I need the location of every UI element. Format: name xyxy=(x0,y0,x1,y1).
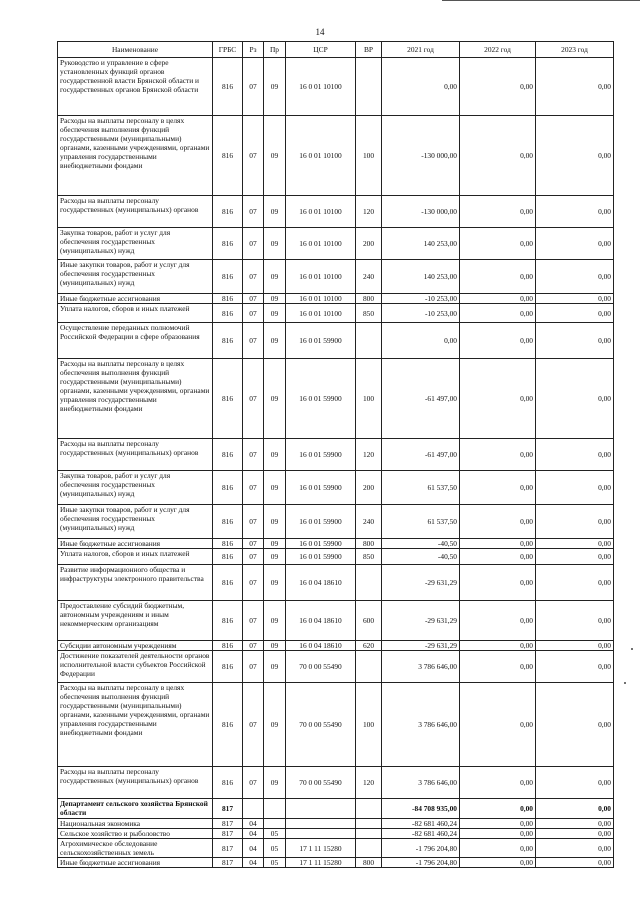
row-value-2021: -29 631,29 xyxy=(382,565,460,601)
row-name: Закупка товаров, работ и услуг для обеспечения государственных (муниципальных) нужд xyxy=(58,228,213,260)
row-vr: 800 xyxy=(356,294,382,304)
row-vr: 800 xyxy=(356,539,382,549)
table-row xyxy=(58,767,614,799)
row-pr: 09 xyxy=(264,505,286,539)
row-csr xyxy=(286,829,356,839)
row-value-2023: 0,00 xyxy=(536,260,614,294)
table-row xyxy=(58,304,614,323)
row-csr xyxy=(286,819,356,829)
row-pr: 09 xyxy=(264,260,286,294)
row-value-2021: -29 631,29 xyxy=(382,601,460,641)
row-name: Осуществление переданных полномочий Российской Федерации в сфере образования xyxy=(58,323,213,359)
row-csr: 16 0 01 59900 xyxy=(286,505,356,539)
row-name: Иные бюджетные ассигнования xyxy=(58,539,213,549)
row-rz: 07 xyxy=(243,228,264,260)
row-value-2023: 0,00 xyxy=(536,304,614,323)
row-vr: 200 xyxy=(356,471,382,505)
row-name: Расходы на выплаты персоналу в целях обеспечения выполнения функций государственными (муниципальными) органами, казенными учреждениями, органами управления государственными внебюджетными фондами xyxy=(58,359,213,439)
row-value-2022: 0,00 xyxy=(460,601,536,641)
row-value-2022: 0,00 xyxy=(460,651,536,683)
row-vr: 240 xyxy=(356,505,382,539)
row-rz: 07 xyxy=(243,116,264,196)
row-grbs: 816 xyxy=(213,505,243,539)
row-grbs: 816 xyxy=(213,651,243,683)
row-csr: 70 0 00 55490 xyxy=(286,767,356,799)
row-csr: 16 0 01 59900 xyxy=(286,539,356,549)
row-value-2023: 0,00 xyxy=(536,294,614,304)
row-pr: 09 xyxy=(264,641,286,651)
row-rz: 07 xyxy=(243,641,264,651)
row-vr xyxy=(356,565,382,601)
row-value-2022: 0,00 xyxy=(460,304,536,323)
row-value-2022: 0,00 xyxy=(460,767,536,799)
row-pr: 05 xyxy=(264,829,286,839)
row-value-2022: 0,00 xyxy=(460,858,536,868)
row-vr xyxy=(356,58,382,116)
row-vr: 850 xyxy=(356,304,382,323)
row-grbs: 816 xyxy=(213,359,243,439)
table-row xyxy=(58,839,614,858)
row-value-2022: 0,00 xyxy=(460,471,536,505)
row-name: Уплата налогов, сборов и иных платежей xyxy=(58,549,213,565)
row-vr: 100 xyxy=(356,359,382,439)
table-row xyxy=(58,601,614,641)
row-grbs: 816 xyxy=(213,683,243,767)
row-value-2021: -1 796 204,80 xyxy=(382,839,460,858)
row-csr: 16 0 01 59900 xyxy=(286,471,356,505)
table-row xyxy=(58,294,614,304)
row-rz: 07 xyxy=(243,260,264,294)
row-vr: 120 xyxy=(356,439,382,471)
row-name: Расходы на выплаты персоналу в целях обеспечения выполнения функций государственными (муниципальными) органами, казенными учреждениями, органами управления государственными внебюджетными фондами xyxy=(58,683,213,767)
row-value-2021: -1 796 204,80 xyxy=(382,858,460,868)
row-value-2021: 0,00 xyxy=(382,323,460,359)
row-value-2023: 0,00 xyxy=(536,819,614,829)
table-body xyxy=(58,58,614,868)
row-pr: 09 xyxy=(264,539,286,549)
row-name: Уплата налогов, сборов и иных платежей xyxy=(58,304,213,323)
table-header-row xyxy=(58,42,614,58)
row-rz: 04 xyxy=(243,829,264,839)
row-value-2021: -40,50 xyxy=(382,549,460,565)
row-value-2023: 0,00 xyxy=(536,799,614,819)
row-name: Развитие информационного общества и инфраструктуры электронного правительства xyxy=(58,565,213,601)
table-row xyxy=(58,505,614,539)
row-csr xyxy=(286,799,356,819)
row-rz: 07 xyxy=(243,359,264,439)
row-value-2021: -82 681 460,24 xyxy=(382,819,460,829)
row-name: Сельское хозяйство и рыболовство xyxy=(58,829,213,839)
row-vr: 120 xyxy=(356,196,382,228)
row-pr: 09 xyxy=(264,767,286,799)
row-rz: 07 xyxy=(243,549,264,565)
col-header-csr: ЦСР xyxy=(286,42,356,58)
row-grbs: 816 xyxy=(213,601,243,641)
scan-speck xyxy=(624,682,626,684)
table-row xyxy=(58,819,614,829)
row-rz: 07 xyxy=(243,196,264,228)
row-pr: 09 xyxy=(264,683,286,767)
table-row xyxy=(58,799,614,819)
row-name: Расходы на выплаты персоналу в целях обеспечения выполнения функций государственными (муниципальными) органами, казенными учреждениями, органами управления государственными внебюджетными фондами xyxy=(58,116,213,196)
row-value-2021: -82 681 460,24 xyxy=(382,829,460,839)
table-row xyxy=(58,641,614,651)
row-grbs: 816 xyxy=(213,116,243,196)
row-grbs: 816 xyxy=(213,641,243,651)
row-csr: 16 0 04 18610 xyxy=(286,601,356,641)
row-pr: 09 xyxy=(264,601,286,641)
row-vr: 800 xyxy=(356,858,382,868)
row-value-2023: 0,00 xyxy=(536,651,614,683)
row-vr: 850 xyxy=(356,549,382,565)
row-value-2021: -10 253,00 xyxy=(382,294,460,304)
row-pr: 09 xyxy=(264,304,286,323)
row-value-2023: 0,00 xyxy=(536,767,614,799)
row-csr: 16 0 01 59900 xyxy=(286,359,356,439)
row-value-2022: 0,00 xyxy=(460,505,536,539)
row-value-2023: 0,00 xyxy=(536,505,614,539)
row-vr xyxy=(356,323,382,359)
col-header-vr: ВР xyxy=(356,42,382,58)
row-value-2021: 140 253,00 xyxy=(382,260,460,294)
col-header-pr: Пр xyxy=(264,42,286,58)
row-value-2023: 0,00 xyxy=(536,196,614,228)
row-rz: 07 xyxy=(243,323,264,359)
row-csr: 16 0 01 10100 xyxy=(286,228,356,260)
row-name: Достижение показателей деятельности органов исполнительной власти субъектов Российской Федерации xyxy=(58,651,213,683)
row-vr: 200 xyxy=(356,228,382,260)
row-pr: 09 xyxy=(264,359,286,439)
row-value-2022: 0,00 xyxy=(460,228,536,260)
row-grbs: 816 xyxy=(213,323,243,359)
row-rz: 07 xyxy=(243,651,264,683)
page-number: 14 xyxy=(315,27,325,37)
table-row xyxy=(58,539,614,549)
row-name: Субсидии автономным учреждениям xyxy=(58,641,213,651)
row-value-2023: 0,00 xyxy=(536,641,614,651)
row-grbs: 816 xyxy=(213,196,243,228)
row-grbs: 816 xyxy=(213,58,243,116)
row-csr: 70 0 00 55490 xyxy=(286,683,356,767)
row-pr: 09 xyxy=(264,294,286,304)
row-value-2023: 0,00 xyxy=(536,858,614,868)
row-value-2023: 0,00 xyxy=(536,228,614,260)
row-value-2023: 0,00 xyxy=(536,549,614,565)
row-rz: 04 xyxy=(243,839,264,858)
table-row xyxy=(58,471,614,505)
row-name: Департамент сельского хозяйства Брянской области xyxy=(58,799,213,819)
table-row xyxy=(58,323,614,359)
row-vr: 620 xyxy=(356,641,382,651)
row-rz: 07 xyxy=(243,505,264,539)
col-header-rz: Рз xyxy=(243,42,264,58)
row-vr: 600 xyxy=(356,601,382,641)
row-csr: 16 0 01 10100 xyxy=(286,294,356,304)
row-pr: 09 xyxy=(264,228,286,260)
row-grbs: 817 xyxy=(213,819,243,829)
row-value-2022: 0,00 xyxy=(460,549,536,565)
row-rz: 07 xyxy=(243,439,264,471)
row-vr: 100 xyxy=(356,116,382,196)
row-value-2022: 0,00 xyxy=(460,565,536,601)
row-csr: 16 0 01 10100 xyxy=(286,304,356,323)
row-rz: 07 xyxy=(243,471,264,505)
row-grbs: 816 xyxy=(213,565,243,601)
row-value-2021: 61 537,50 xyxy=(382,505,460,539)
row-rz: 07 xyxy=(243,767,264,799)
row-csr: 16 0 01 59900 xyxy=(286,323,356,359)
col-header-2023: 2023 год xyxy=(536,42,614,58)
table-row xyxy=(58,260,614,294)
row-csr: 17 1 11 15280 xyxy=(286,858,356,868)
row-value-2021: -10 253,00 xyxy=(382,304,460,323)
row-grbs: 816 xyxy=(213,549,243,565)
row-value-2023: 0,00 xyxy=(536,839,614,858)
row-value-2023: 0,00 xyxy=(536,829,614,839)
row-value-2022: 0,00 xyxy=(460,829,536,839)
col-header-grbs: ГРБС xyxy=(213,42,243,58)
row-name: Иные закупки товаров, работ и услуг для обеспечения государственных (муниципальных) нужд xyxy=(58,505,213,539)
row-name: Предоставление субсидий бюджетным, автономным учреждениям и иным некоммерческим организациям xyxy=(58,601,213,641)
row-value-2023: 0,00 xyxy=(536,439,614,471)
row-rz: 07 xyxy=(243,565,264,601)
row-vr xyxy=(356,799,382,819)
row-name: Иные бюджетные ассигнования xyxy=(58,858,213,868)
row-value-2023: 0,00 xyxy=(536,601,614,641)
row-grbs: 816 xyxy=(213,294,243,304)
row-pr: 09 xyxy=(264,471,286,505)
row-value-2023: 0,00 xyxy=(536,539,614,549)
table-row xyxy=(58,549,614,565)
row-value-2021: 140 253,00 xyxy=(382,228,460,260)
row-csr: 16 0 01 10100 xyxy=(286,58,356,116)
table-row xyxy=(58,439,614,471)
row-value-2022: 0,00 xyxy=(460,439,536,471)
row-name: Агрохимическое обследование сельскохозяйственных земель xyxy=(58,839,213,858)
row-value-2023: 0,00 xyxy=(536,323,614,359)
row-vr xyxy=(356,839,382,858)
row-name: Расходы на выплаты персоналу государственных (муниципальных) органов xyxy=(58,439,213,471)
row-value-2022: 0,00 xyxy=(460,641,536,651)
row-rz: 04 xyxy=(243,819,264,829)
row-vr xyxy=(356,651,382,683)
row-value-2021: 3 786 646,00 xyxy=(382,767,460,799)
row-value-2023: 0,00 xyxy=(536,471,614,505)
row-csr: 16 0 04 18610 xyxy=(286,565,356,601)
row-pr xyxy=(264,799,286,819)
row-grbs: 817 xyxy=(213,799,243,819)
row-name: Расходы на выплаты персоналу государственных (муниципальных) органов xyxy=(58,767,213,799)
row-pr: 09 xyxy=(264,196,286,228)
row-value-2022: 0,00 xyxy=(460,819,536,829)
row-value-2023: 0,00 xyxy=(536,359,614,439)
row-csr: 16 0 01 59900 xyxy=(286,549,356,565)
row-value-2022: 0,00 xyxy=(460,683,536,767)
row-value-2022: 0,00 xyxy=(460,116,536,196)
row-name: Расходы на выплаты персоналу государственных (муниципальных) органов xyxy=(58,196,213,228)
row-pr xyxy=(264,819,286,829)
table-row xyxy=(58,196,614,228)
table-row xyxy=(58,858,614,868)
row-value-2021: 0,00 xyxy=(382,58,460,116)
row-value-2021: -29 631,29 xyxy=(382,641,460,651)
top-edge-line xyxy=(442,0,640,1)
row-rz: 04 xyxy=(243,858,264,868)
row-grbs: 817 xyxy=(213,839,243,858)
row-value-2022: 0,00 xyxy=(460,359,536,439)
table-row xyxy=(58,359,614,439)
col-header-2021: 2021 год xyxy=(382,42,460,58)
row-grbs: 816 xyxy=(213,260,243,294)
row-grbs: 816 xyxy=(213,439,243,471)
row-grbs: 816 xyxy=(213,767,243,799)
scan-speck xyxy=(631,648,633,650)
row-rz: 07 xyxy=(243,683,264,767)
row-vr xyxy=(356,819,382,829)
row-rz: 07 xyxy=(243,601,264,641)
row-value-2022: 0,00 xyxy=(460,260,536,294)
row-rz: 07 xyxy=(243,539,264,549)
row-pr: 09 xyxy=(264,651,286,683)
row-value-2022: 0,00 xyxy=(460,839,536,858)
row-rz: 07 xyxy=(243,58,264,116)
row-csr: 70 0 00 55490 xyxy=(286,651,356,683)
row-pr: 09 xyxy=(264,323,286,359)
row-grbs: 816 xyxy=(213,539,243,549)
row-vr: 120 xyxy=(356,767,382,799)
table-row xyxy=(58,565,614,601)
row-csr: 16 0 01 59900 xyxy=(286,439,356,471)
table-row xyxy=(58,683,614,767)
row-value-2021: -61 497,00 xyxy=(382,359,460,439)
row-value-2021: -40,50 xyxy=(382,539,460,549)
row-name: Национальная экономика xyxy=(58,819,213,829)
row-csr: 16 0 01 10100 xyxy=(286,116,356,196)
row-pr: 09 xyxy=(264,116,286,196)
row-value-2023: 0,00 xyxy=(536,116,614,196)
row-pr: 05 xyxy=(264,858,286,868)
row-grbs: 817 xyxy=(213,829,243,839)
row-name: Закупка товаров, работ и услуг для обеспечения государственных (муниципальных) нужд xyxy=(58,471,213,505)
row-name: Иные закупки товаров, работ и услуг для обеспечения государственных (муниципальных) нужд xyxy=(58,260,213,294)
row-name: Иные бюджетные ассигнования xyxy=(58,294,213,304)
row-value-2022: 0,00 xyxy=(460,539,536,549)
row-csr: 17 1 11 15280 xyxy=(286,839,356,858)
row-rz: 07 xyxy=(243,294,264,304)
row-pr: 09 xyxy=(264,565,286,601)
row-value-2022: 0,00 xyxy=(460,196,536,228)
row-vr: 100 xyxy=(356,683,382,767)
row-csr: 16 0 01 10100 xyxy=(286,260,356,294)
row-csr: 16 0 04 18610 xyxy=(286,641,356,651)
row-rz xyxy=(243,799,264,819)
col-header-name: Наименование xyxy=(58,42,213,58)
row-value-2021: -130 000,00 xyxy=(382,116,460,196)
table-row xyxy=(58,58,614,116)
row-value-2021: 61 537,50 xyxy=(382,471,460,505)
row-pr: 05 xyxy=(264,839,286,858)
table-row xyxy=(58,228,614,260)
row-value-2023: 0,00 xyxy=(536,58,614,116)
row-value-2021: -130 000,00 xyxy=(382,196,460,228)
row-rz: 07 xyxy=(243,304,264,323)
row-value-2022: 0,00 xyxy=(460,799,536,819)
table-row xyxy=(58,829,614,839)
row-value-2021: -84 708 935,00 xyxy=(382,799,460,819)
row-name: Руководство и управление в сфере установленных функций органов государственной власти Брянской области и государственных органов Брянской области xyxy=(58,58,213,116)
budget-table xyxy=(57,41,614,868)
row-pr: 09 xyxy=(264,439,286,471)
row-vr xyxy=(356,829,382,839)
row-value-2021: 3 786 646,00 xyxy=(382,651,460,683)
row-csr: 16 0 01 10100 xyxy=(286,196,356,228)
row-grbs: 816 xyxy=(213,471,243,505)
row-value-2022: 0,00 xyxy=(460,294,536,304)
row-value-2021: -61 497,00 xyxy=(382,439,460,471)
row-grbs: 816 xyxy=(213,228,243,260)
table-row xyxy=(58,651,614,683)
row-value-2023: 0,00 xyxy=(536,683,614,767)
row-pr: 09 xyxy=(264,58,286,116)
row-grbs: 816 xyxy=(213,304,243,323)
table-row xyxy=(58,116,614,196)
col-header-2022: 2022 год xyxy=(460,42,536,58)
row-value-2023: 0,00 xyxy=(536,565,614,601)
row-value-2022: 0,00 xyxy=(460,58,536,116)
row-vr: 240 xyxy=(356,260,382,294)
row-value-2021: 3 786 646,00 xyxy=(382,683,460,767)
row-grbs: 817 xyxy=(213,858,243,868)
row-value-2022: 0,00 xyxy=(460,323,536,359)
row-pr: 09 xyxy=(264,549,286,565)
